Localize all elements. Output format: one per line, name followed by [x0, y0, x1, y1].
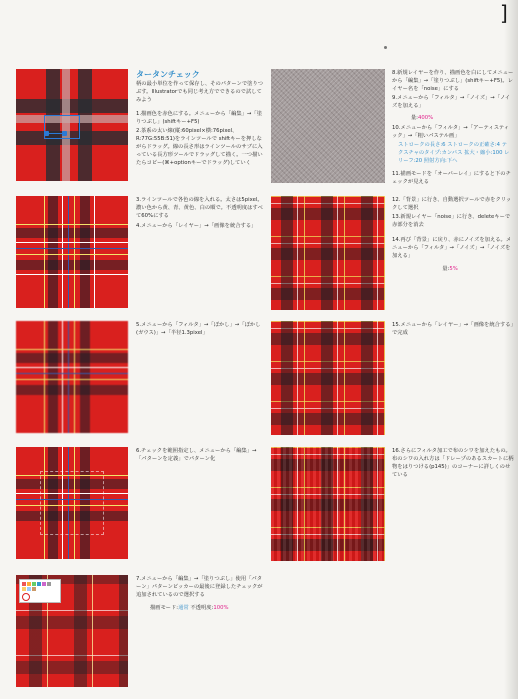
step5-text: 5.メニューから「フィルタ」→「ぼかし」→「ぼかし(ガウス)」→「半径1.3pixel」 [136, 322, 261, 336]
mode-value: 通常 [178, 605, 189, 611]
step9-text: 9.メニューから「フィルタ」→「ノイズ」→「ノイズを加える」 [392, 95, 511, 109]
amount-label: 量: [410, 115, 418, 121]
amount-label-2: 量: [442, 266, 450, 272]
step15-completed-image [271, 321, 385, 435]
section-title: タータンチェック [136, 70, 200, 79]
step16-text: 16.さらにフィルタ加工で布のシワを加えたもの。布のシワの入れ方は「ドレープのあるスカートに柄物をはりつける(p145)」のコーナーに詳しくのせている [392, 448, 514, 478]
step7-text: 7.メニューから「編集」→「塗りつぶし」使用「パターン」パターンピッカーの最後に登録したチェックが追加されているので選択する [136, 576, 263, 598]
page-speck [384, 46, 387, 49]
step10-text: 10.メニューから「フィルタ」→「アーティスティック」→「粗いパステル画」 [392, 125, 510, 139]
step12-text: 12.「背景」に行き、自動選択ツールで赤をクリックして選択 [392, 197, 512, 211]
selected-pattern-ring [22, 593, 30, 601]
step12-tartan-image [271, 196, 385, 310]
corner-bracket-mark: ] [500, 1, 508, 25]
amount-value-2: 5% [449, 266, 458, 272]
step3-lines-image [16, 196, 128, 308]
amount-value: 400% [417, 115, 434, 121]
step14-amount [420, 264, 480, 272]
step3-text: 3.ラインツールで各色の線を入れる。太さは5pixel。濃い色から黄、青、黄色、白の順で。不透明度はすべて60%にする [136, 197, 263, 219]
mode-label: 描画モード: [150, 605, 179, 611]
pattern-selection-marquee [40, 471, 104, 535]
section-intro: 柄の最小単位を作って保存し、そのパターンで塗りつぶす。Illustratorでも同じ考え方でできるので試してみよう [136, 81, 264, 103]
step1-cross-pattern-image [16, 69, 128, 181]
step16-wrinkled-image [271, 447, 385, 561]
step9-amount [392, 113, 452, 121]
step8-noise-image [271, 69, 385, 183]
step10-params: ストロークの長さ:6 ストロークの正確さ:4 テクスチャのタイプ:カンバス 拡大・縮小:100 レリーフ:20 照射方向:下へ [398, 142, 510, 164]
opacity-value: 100% [213, 605, 229, 611]
opacity-label: 不透明度: [190, 605, 214, 611]
step6-text: 6.チェックを範囲指定し、メニューから「編集」→「パターンを定義」でパターン化 [136, 448, 257, 462]
step1-text: 1.描画色を赤色にする。メニューから「編集」→「塗りつぶし」(shiftキー+F5) [136, 111, 263, 125]
step13-text: 13.新規レイヤー「noise」に行き、deleteキーで赤部分を消去 [392, 214, 511, 228]
pattern-picker-panel [19, 579, 61, 603]
step4-text: 4.メニューから「レイヤー」→「画像を統合する」 [136, 223, 257, 229]
step11-text: 11.描画モードを「オーバーレイ」にすると下のチェックが見える [392, 171, 511, 185]
step6-selection-image [16, 447, 128, 559]
step8-text: 8.新規レイヤーを作り、描画色を白にしてメニューから「編集」→「塗りつぶし」(shiftキー+F5)。レイヤー名を「noise」にする [392, 70, 514, 92]
step14-text: 14.再び「背景」に戻り、赤にノイズを加える。メニューから「フィルタ」→「ノイズ」→「ノイズを加える」 [392, 237, 512, 259]
step15-text: 15.メニューから「レイヤー」→「画像を統合する」で完成 [392, 322, 514, 336]
step5-blur-image [16, 321, 128, 433]
step7-settings [150, 603, 229, 611]
step2-text: 2.茶系の太い線(縦:60pixel×横:76pixel、R:77G:55B:51)をラインツールで shiftキーを押しながらドラッグ。線の長さ形はラインツールのサブに入っている長方形ツールでドラッグして描く。一つ描いたらコピー(⌘+optionキーでドラッグ)していく [136, 128, 263, 166]
